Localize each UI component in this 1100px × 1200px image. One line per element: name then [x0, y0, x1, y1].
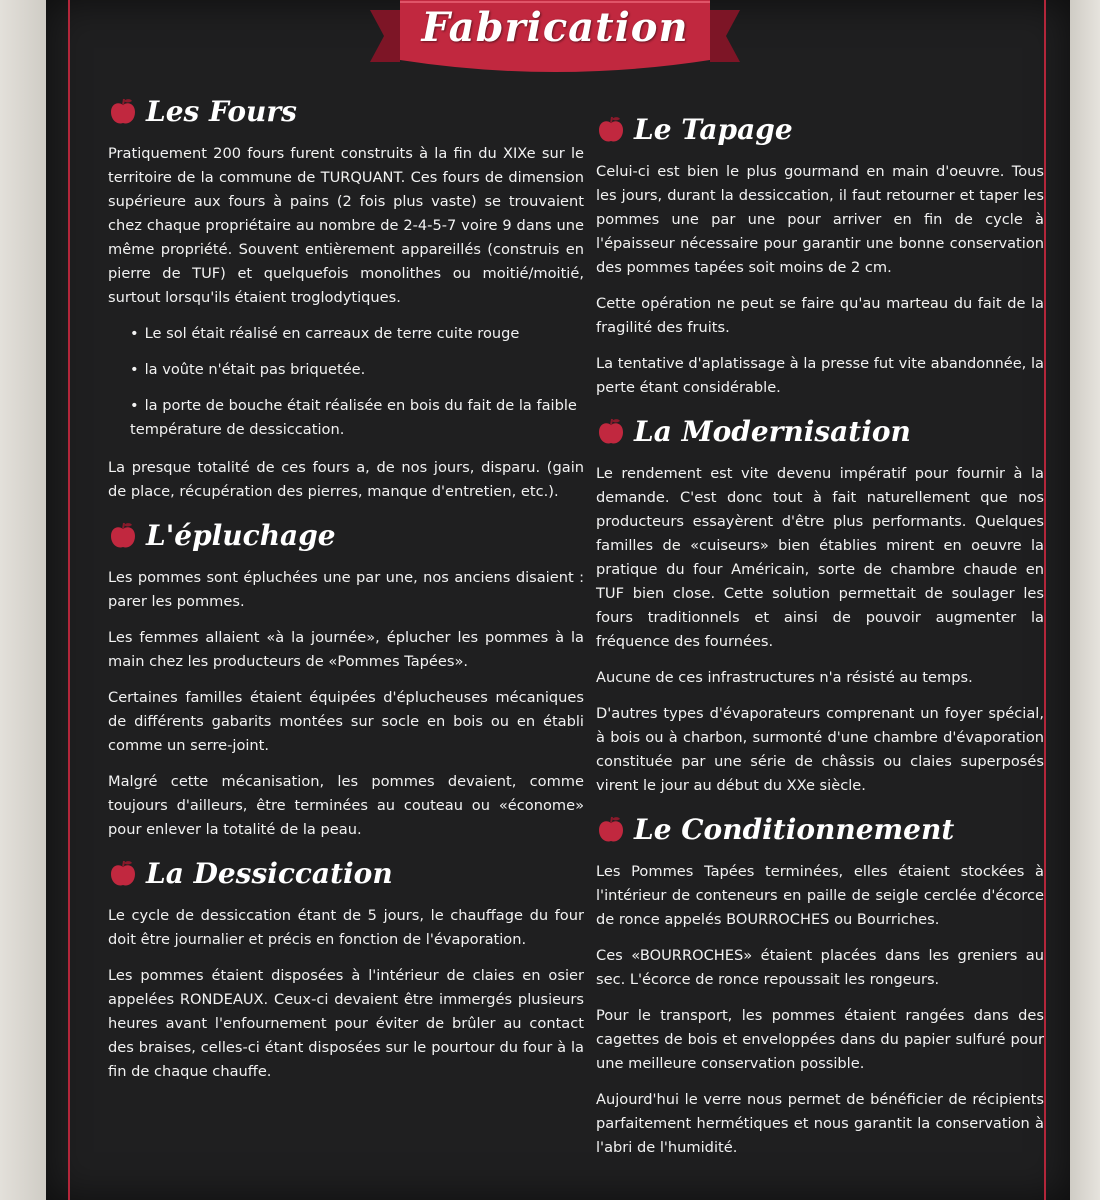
paragraph: Le rendement est vite devenu impératif pour fournir à la demande. C'est donc tout à fait naturellement que nos producteurs essayèrent d'être plus performants. Quelques familles de «cuiseurs» bien établies mirent en oeuvre la pratique du four Américain, sorte de chambre chaude en TUF bien close. Cette solution permettait de soulager les fours traditionnels et ainsi de pouvoir augmenter la fréquence des fournées.	[596, 465, 1044, 650]
apple-icon	[596, 115, 626, 145]
section-title-text: Le Conditionnement	[634, 813, 955, 846]
paragraph: Pratiquement 200 fours furent construits à la fin du XIXe sur le territoire de la commune de TURQUANT. Ces fours de dimension supérieure aux fours à pains (2 fois plus vaste) se trouvaient chez chaque propriétaire au nombre de 2-4-5-7 voire 9 dans une même propriété. Souvent entièrement appareillés (construis en pierre de TUF) et quelquefois monolithes ou moitié/moitié, surtout lorsqu'ils étaient troglodytiques.	[108, 145, 584, 306]
apple-icon	[108, 97, 138, 127]
paragraph: Celui-ci est bien le plus gourmand en main d'oeuvre. Tous les jours, durant la dessiccation, il faut retourner et taper les pommes une par une pour arriver en fin de cycle à l'épaisseur nécessaire pour garantir une bonne conservation des pommes tapées soit moins de 2 cm.	[596, 163, 1044, 276]
page-title: Fabrication	[421, 4, 689, 51]
section-tapage	[596, 110, 1044, 400]
section-title-text: Les Fours	[146, 95, 297, 128]
apple-icon	[596, 417, 626, 447]
wall-right	[1070, 0, 1100, 1200]
wall-left	[0, 0, 46, 1200]
left-column	[108, 92, 584, 1096]
apple-icon	[108, 859, 138, 889]
list-item: • la voûte n'était pas briquetée.	[130, 361, 366, 378]
section-title-text: L'épluchage	[146, 519, 336, 552]
section-epluchage	[108, 516, 584, 842]
paragraph: Les femmes allaient «à la journée», éplucher les pommes à la main chez les producteurs de «Pommes Tapées».	[108, 629, 584, 670]
paragraph: Certaines familles étaient équipées d'éplucheuses mécaniques de différents gabarits montées sur socle en bois ou en établi comme un serre-joint.	[108, 689, 584, 754]
paragraph: La tentative d'aplatissage à la presse fut vite abandonnée, la perte étant considérable.	[596, 355, 1044, 396]
paragraph: Aujourd'hui le verre nous permet de bénéficier de récipients parfaitement hermétiques et nous garantit la conservation à l'abri de l'humidité.	[596, 1091, 1044, 1156]
section-title	[596, 110, 1044, 150]
paragraph: Pour le transport, les pommes étaient rangées dans des cagettes de bois et enveloppées dans du papier sulfuré pour une meilleure conservation possible.	[596, 1007, 1044, 1072]
section-fours	[108, 92, 584, 504]
paragraph: D'autres types d'évaporateurs comprenant un foyer spécial, à bois ou à charbon, surmonté d'une chambre d'évaporation constituée par une série de châssis ou claies superposés virent le jour au début du XXe siècle.	[596, 705, 1044, 794]
section-title-text: La Dessiccation	[146, 857, 393, 890]
section-title	[596, 412, 1044, 452]
list-item: • Le sol était réalisé en carreaux de terre cuite rouge	[130, 325, 520, 342]
section-title-text: La Modernisation	[634, 415, 911, 448]
section-title	[596, 810, 1044, 850]
section-conditionnement	[596, 810, 1044, 1160]
section-title	[108, 854, 584, 894]
apple-icon	[596, 815, 626, 845]
title-ribbon	[370, 0, 740, 78]
apple-icon	[108, 521, 138, 551]
paragraph: Malgré cette mécanisation, les pommes devaient, comme toujours d'ailleurs, être terminées au couteau ou «économe» pour enlever la totalité de la peau.	[108, 773, 584, 838]
section-title-text: Le Tapage	[634, 113, 793, 146]
paragraph: Ces «BOURROCHES» étaient placées dans les greniers au sec. L'écorce de ronce repoussait les rongeurs.	[596, 947, 1044, 988]
list-item: • la porte de bouche était réalisée en bois du fait de la faible température de dessiccation.	[130, 397, 577, 438]
section-title	[108, 516, 584, 556]
paragraph: Le cycle de dessiccation étant de 5 jours, le chauffage du four doit être journalier et précis en fonction de l'évaporation.	[108, 907, 584, 948]
section-dessiccation	[108, 854, 584, 1084]
right-column	[596, 110, 1044, 1172]
paragraph: La presque totalité de ces fours a, de nos jours, disparu. (gain de place, récupération des pierres, manque d'entretien, etc.).	[108, 459, 584, 500]
paragraph: Aucune de ces infrastructures n'a résisté au temps.	[596, 669, 973, 686]
paragraph: Les pommes sont épluchées une par une, nos anciens disaient : parer les pommes.	[108, 569, 584, 610]
paragraph: Cette opération ne peut se faire qu'au marteau du fait de la fragilité des fruits.	[596, 295, 1044, 336]
bullet-list	[108, 322, 584, 442]
paragraph: Les pommes étaient disposées à l'intérieur de claies en osier appelées RONDEAUX. Ceux-ci devaient être immergés plusieurs heures avant l'enfournement pour éviter de brûler au contact des braises, celles-ci étant disposées sur le pourtour du four à la fin de chaque chauffe.	[108, 967, 584, 1080]
paragraph: Les Pommes Tapées terminées, elles étaient stockées à l'intérieur de conteneurs en paille de seigle cerclée d'écorce de ronce appelés BOURROCHES ou Bourriches.	[596, 863, 1044, 928]
section-title	[108, 92, 584, 132]
section-modernisation	[596, 412, 1044, 798]
